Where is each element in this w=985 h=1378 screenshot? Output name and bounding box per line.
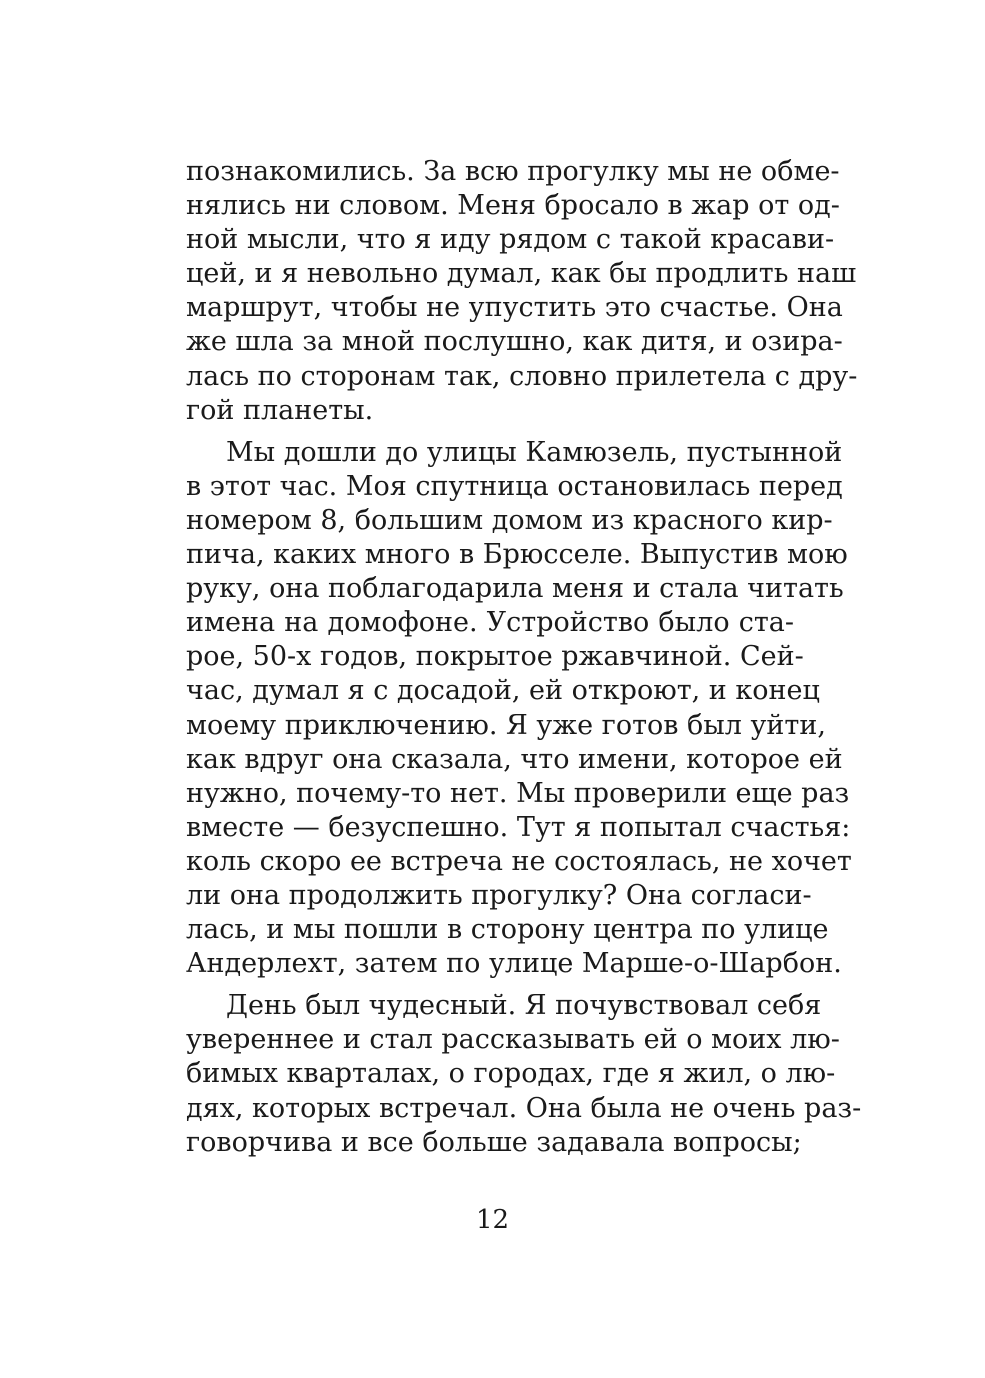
- text-line: Андерлехт, затем по улице Марше-о-Шарбон.: [186, 948, 842, 980]
- text-line: познакомились. За всю прогулку мы не обме-: [186, 156, 840, 187]
- text-line: имена на домофоне. Устройство было ста-: [186, 607, 794, 639]
- text-line: Мы дошли до улицы Камюзель, пустынной: [226, 436, 843, 468]
- text-line: ной мысли, что я иду рядом с такой красави-: [186, 224, 835, 256]
- text-line: лась, и мы пошли в сторону центра по улице: [186, 914, 829, 946]
- text-line: нялись ни словом. Меня бросало в жар от од-: [186, 190, 840, 222]
- text-line: увереннее и стал рассказывать ей о моих лю-: [186, 1024, 840, 1056]
- text-line: дях, которых встречал. Она была не очень раз-: [186, 1092, 862, 1124]
- text-line: нужно, почему-то нет. Мы проверили еще раз: [186, 777, 850, 809]
- text-line: номером 8, большим домом из красного кир-: [186, 504, 833, 536]
- text-line: пича, каких много в Брюсселе. Выпустив мою: [186, 539, 848, 571]
- text-line: гой планеты.: [186, 394, 374, 426]
- text-line: в этот час. Моя спутница остановилась перед: [186, 470, 843, 502]
- paragraph: [186, 155, 858, 428]
- text-line: руку, она поблагодарила меня и стала читать: [186, 573, 844, 605]
- text-line: вместе — безуспешно. Тут я попытал счастья:: [186, 811, 851, 843]
- text-line: же шла за мной послушно, как дитя, и озира-: [186, 326, 843, 358]
- text-line: моему приключению. Я уже готов был уйти,: [186, 709, 826, 741]
- text-line: рое, 50-х годов, покрытое ржавчиной. Сей-: [186, 641, 804, 673]
- text-line: как вдруг она сказала, что имени, которое ей: [186, 743, 843, 775]
- body-text: [186, 155, 862, 1160]
- text-line: День был чудесный. Я почувствовал себя: [226, 990, 822, 1022]
- text-line: бимых кварталах, о городах, где я жил, о лю-: [186, 1058, 836, 1090]
- text-line: ли она продолжить прогулку? Она согласи-: [186, 879, 812, 911]
- text-line: лась по сторонам так, словно прилетела с дру-: [186, 360, 858, 392]
- text-line: коль скоро ее встреча не состоялась, не хочет: [186, 845, 852, 877]
- paragraph: [186, 989, 862, 1159]
- text-line: цей, и я невольно думал, как бы продлить наш: [186, 258, 857, 290]
- text-line: маршрут, чтобы не упустить это счастье. Она: [186, 292, 843, 324]
- text-line: говорчива и все больше задавала вопросы;: [186, 1126, 802, 1158]
- paragraph: [186, 436, 852, 982]
- text-line: час, думал я с досадой, ей откроют, и конец: [186, 675, 820, 707]
- page-number: 12: [475, 1205, 510, 1235]
